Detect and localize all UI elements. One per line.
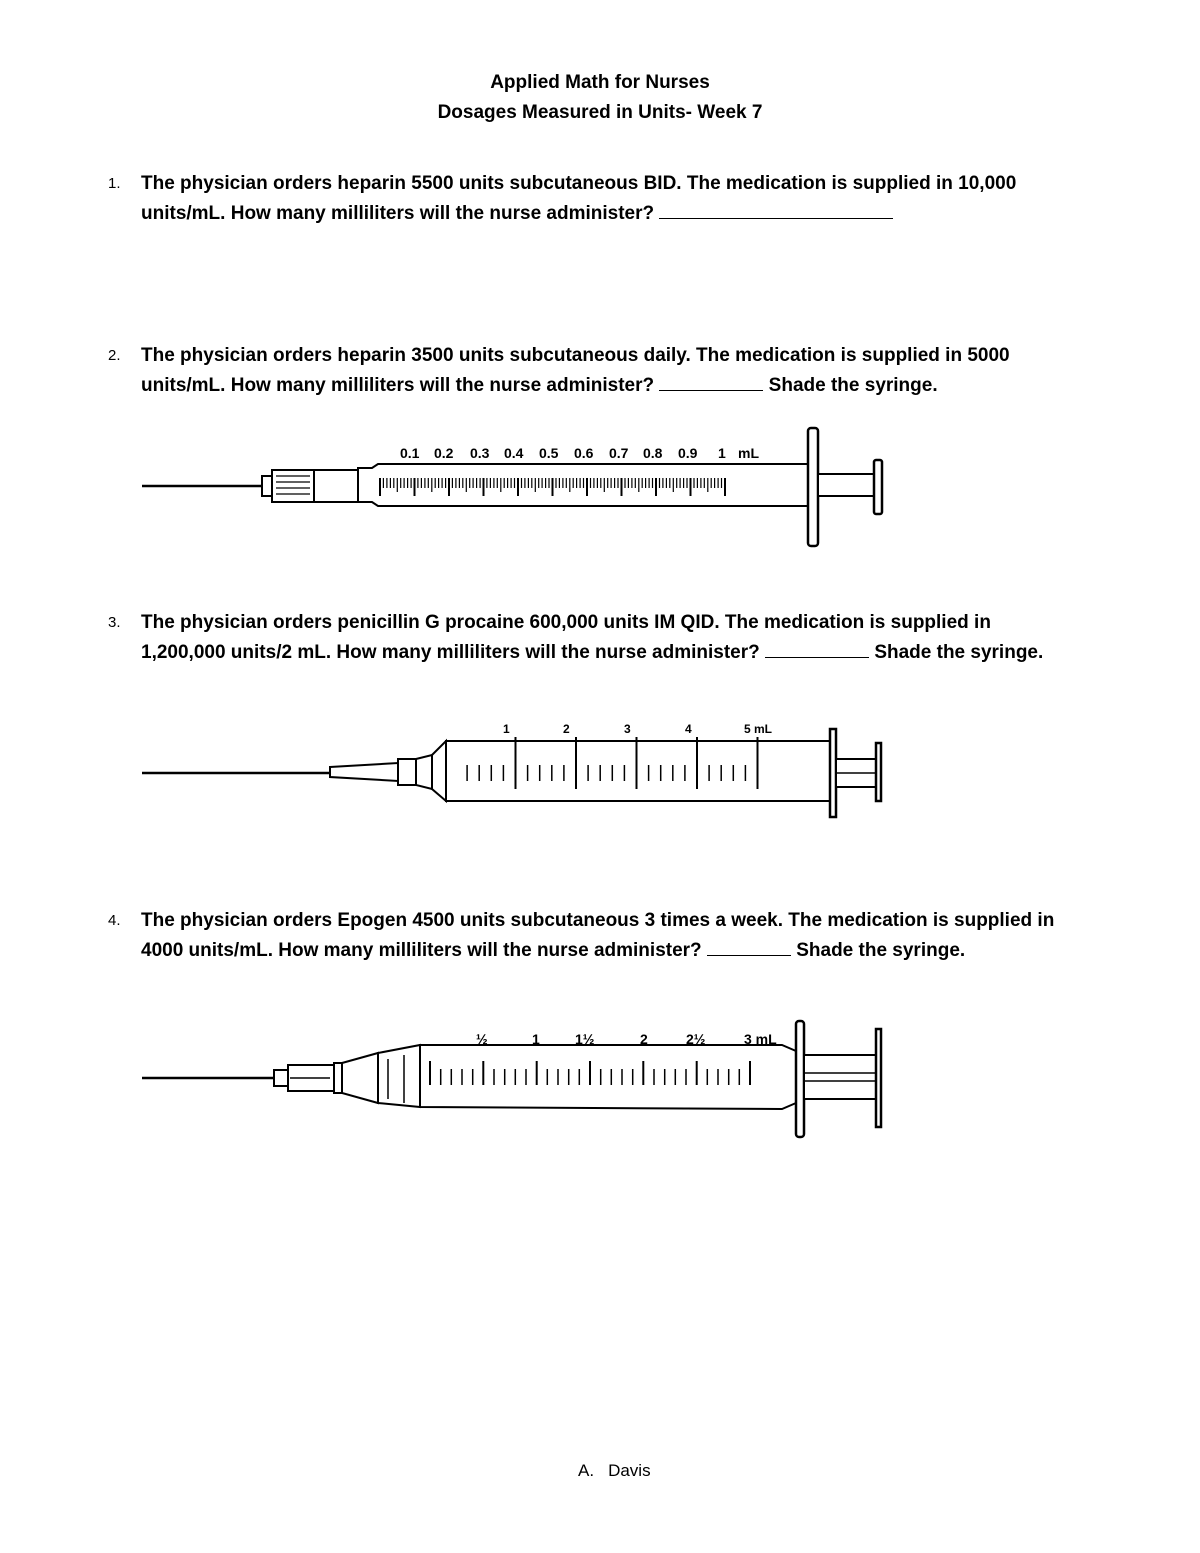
scale-label: 0.2 [434,445,454,461]
scale-label: 0.8 [643,445,663,461]
scale-label: 3 mL [744,1031,777,1047]
finger-flange [796,1021,804,1137]
needle-hub [330,763,398,781]
document-subtitle: Dosages Measured in Units- Week 7 [437,102,763,123]
plunger-rod [804,1055,876,1099]
question-text: The physician orders heparin 5500 units subcutaneous BID. The medication is supplied in 10,000 units/mL. How many milliliters will the nurse administer? [141,173,1017,224]
footer-name: Davis [608,1461,651,1480]
answer-blank-1[interactable] [659,198,893,219]
answer-blank-4[interactable] [707,935,791,956]
answer-blank-3[interactable] [765,637,869,658]
scale-label: 0.3 [470,445,490,461]
scale-label: 1 [532,1031,540,1047]
plunger-thumb [876,743,881,801]
syringe-1ml[interactable] [0,420,1200,550]
plunger-thumb [874,460,882,514]
scale-label: 2 [563,722,570,736]
scale-label: 1 [503,722,510,736]
footer-letter: A. [578,1461,595,1480]
question-number: 4. [108,912,121,929]
question-text: The physician orders Epogen 4500 units subcutaneous 3 times a week. The medication is supplied in 4000 units/mL. How many milliliters will the nurse administer? [141,910,1055,961]
plunger-thumb [876,1029,881,1127]
shade-instruction: Shade the syringe. [874,642,1044,663]
scale-label: 0.1 [400,445,420,461]
syringe-3ml[interactable] [0,1015,1200,1145]
scale-label: 3 [624,722,631,736]
finger-flange [808,428,818,546]
scale-label: 2 [640,1031,648,1047]
scale-unit: mL [738,445,759,461]
scale-label: 0.7 [609,445,629,461]
question-number: 2. [108,347,121,364]
needle-hub [274,1070,288,1086]
scale-label: ½ [476,1031,488,1047]
answer-blank-2[interactable] [659,370,763,391]
question-number: 3. [108,614,121,631]
shade-instruction: Shade the syringe. [768,375,938,396]
scale-label: 2½ [686,1031,706,1047]
scale-label: 0.4 [504,445,524,461]
question-text: The physician orders heparin 3500 units subcutaneous daily. The medication is supplied in 5000 units/mL. How many milliliters will the nurse administer? [141,345,1010,396]
scale-label: 5 mL [744,722,773,736]
scale-label: 1½ [575,1031,595,1047]
shade-instruction: Shade the syringe. [796,940,966,961]
document-title: Applied Math for Nurses [490,72,710,93]
plunger-rod [818,474,874,496]
scale-label: 1 [718,445,726,461]
scale-label: 0.5 [539,445,559,461]
syringe-5ml[interactable] [0,715,1200,825]
scale-label: 0.9 [678,445,698,461]
question-text: The physician orders penicillin G procaine 600,000 units IM QID. The medication is supplied in 1,200,000 units/2 mL. How many milliliters will the nurse administer? [141,612,991,663]
scale-label: 4 [685,722,692,736]
scale-label: 0.6 [574,445,594,461]
footer-author [578,1461,651,1481]
question-number: 1. [108,175,121,192]
needle-hub [262,476,272,496]
